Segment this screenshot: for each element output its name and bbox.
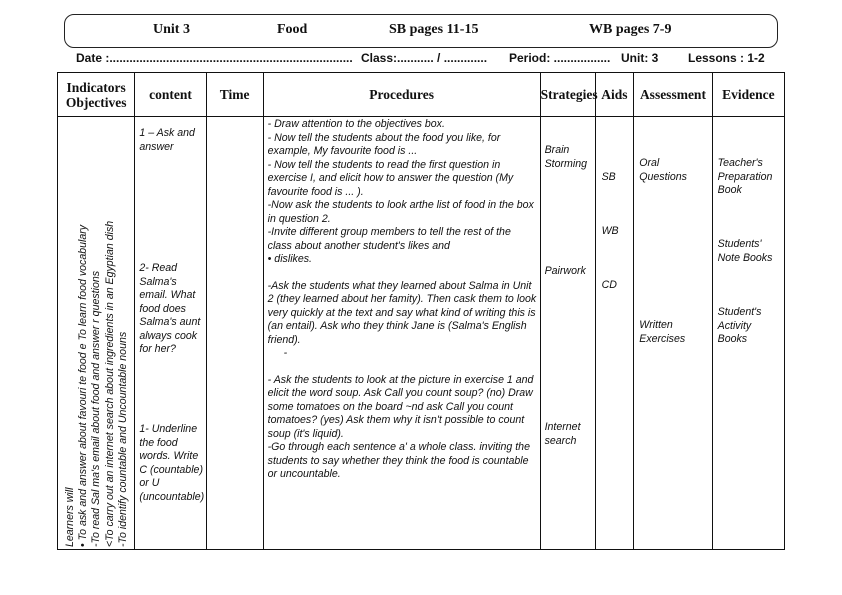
header-unit: Unit 3: [153, 22, 190, 37]
col-assessment: Assessment: [634, 73, 712, 117]
strategy-item: Internet search: [544, 421, 581, 447]
assessment-item: Oral Questions: [639, 157, 687, 183]
evidence-cell: [712, 117, 784, 550]
objective-line: -To read Sal ma's email about food and answer r questions: [90, 270, 103, 547]
col-content: content: [135, 73, 206, 117]
col-objectives: Indicators Objectives: [58, 73, 135, 117]
date-line: [68, 51, 770, 67]
procedure-step: -Invite different group members to tell the rest of the class about another student's likes and: [267, 226, 511, 252]
procedure-step: - Now tell the students about the food you like, for example, My favourite food is ...: [267, 131, 501, 157]
procedure-step: - Ask the students to look at the picture in exercise 1 and elicit the word soup. Ask Call you count soup? (no) Draw some tomatoes on the board ~nd ask Call you count tomatoes? (yes) Ask them why it isn't possible to count soup (it's liquid).: [267, 373, 534, 440]
procedure-step: -Go through each sentence a' a whole class. inviting the students to say whether they think the food is countable or uncountable.: [267, 441, 530, 480]
lesson-plan-table: [57, 72, 785, 550]
strategy-item: Brain Storming: [544, 144, 587, 170]
procedure-step: • dislikes.: [267, 253, 312, 265]
unit-field: Unit: 3: [621, 51, 659, 65]
procedures-cell: [263, 117, 540, 550]
procedure-step: - Draw attention to the objectives box.: [267, 118, 445, 130]
header-sb-pages: SB pages 11-15: [389, 22, 479, 37]
period-field: Period: .................: [509, 51, 611, 65]
objectives-cell: [58, 117, 135, 550]
objective-line: -To identify countable and Uncountable nouns: [116, 331, 129, 547]
procedure-step: -Now ask the students to look arthe list of food in the box in question 2.: [267, 199, 534, 225]
procedure-step: -: [283, 347, 288, 359]
header-topic: Food: [277, 22, 308, 37]
content-item: 1 – Ask and answer: [139, 127, 195, 153]
assessment-cell: [634, 117, 712, 550]
aid-item: CD: [601, 279, 617, 291]
objective-line: <To carry out an internet search about ingredients in an Egyptian dish: [103, 220, 116, 547]
col-time: Time: [206, 73, 263, 117]
col-procedures: Procedures: [263, 73, 540, 117]
header-wb-pages: WB pages 7-9: [589, 22, 672, 37]
strategies-cell: [540, 117, 595, 550]
evidence-item: Student's Activity Books: [717, 306, 762, 345]
objectives-vertical-text: [64, 117, 130, 547]
col-evidence: Evidence: [712, 73, 784, 117]
aid-item: WB: [601, 225, 619, 237]
procedure-step: - Now tell the students to read the first question in exercise I, and elicit how to answer the question (My favourite food is ... ).: [267, 158, 514, 198]
content-item: 2- Read Salma's email. What food does Salma's aunt always cook for her?: [139, 262, 201, 355]
objective-line: Learners will: [64, 487, 76, 547]
evidence-item: Teacher's Preparation Book: [717, 157, 773, 196]
assessment-item: Written Exercises: [639, 319, 686, 345]
objective-line: • To ask and answer about favouri te food e To learn food vocabulary: [77, 224, 90, 547]
procedure-step: -Ask the students what they learned about Salma in Unit 2 (they learned about her famity). Then cask them to look very quickly at the text and say what kind of writing this is (an entail). Ask who they think Jane is (Salma's English friend).: [267, 279, 537, 346]
class-field: Class:........... / .............: [361, 51, 488, 65]
aids-cell: [595, 117, 634, 550]
lessons-field: Lessons : 1-2: [688, 51, 765, 65]
col-aids: Aids: [595, 73, 634, 117]
col-strategies: Strategies: [540, 73, 595, 117]
date-field: Date :.........................................................................: [76, 51, 353, 65]
aid-item: SB: [601, 171, 616, 183]
evidence-item: Students' Note Books: [717, 238, 773, 264]
strategy-item: Pairwork: [544, 265, 586, 277]
content-cell: [135, 117, 206, 550]
content-item: 1- Underline the food words. Write C (countable) or U (uncountable): [139, 423, 205, 503]
time-cell: [206, 117, 263, 550]
